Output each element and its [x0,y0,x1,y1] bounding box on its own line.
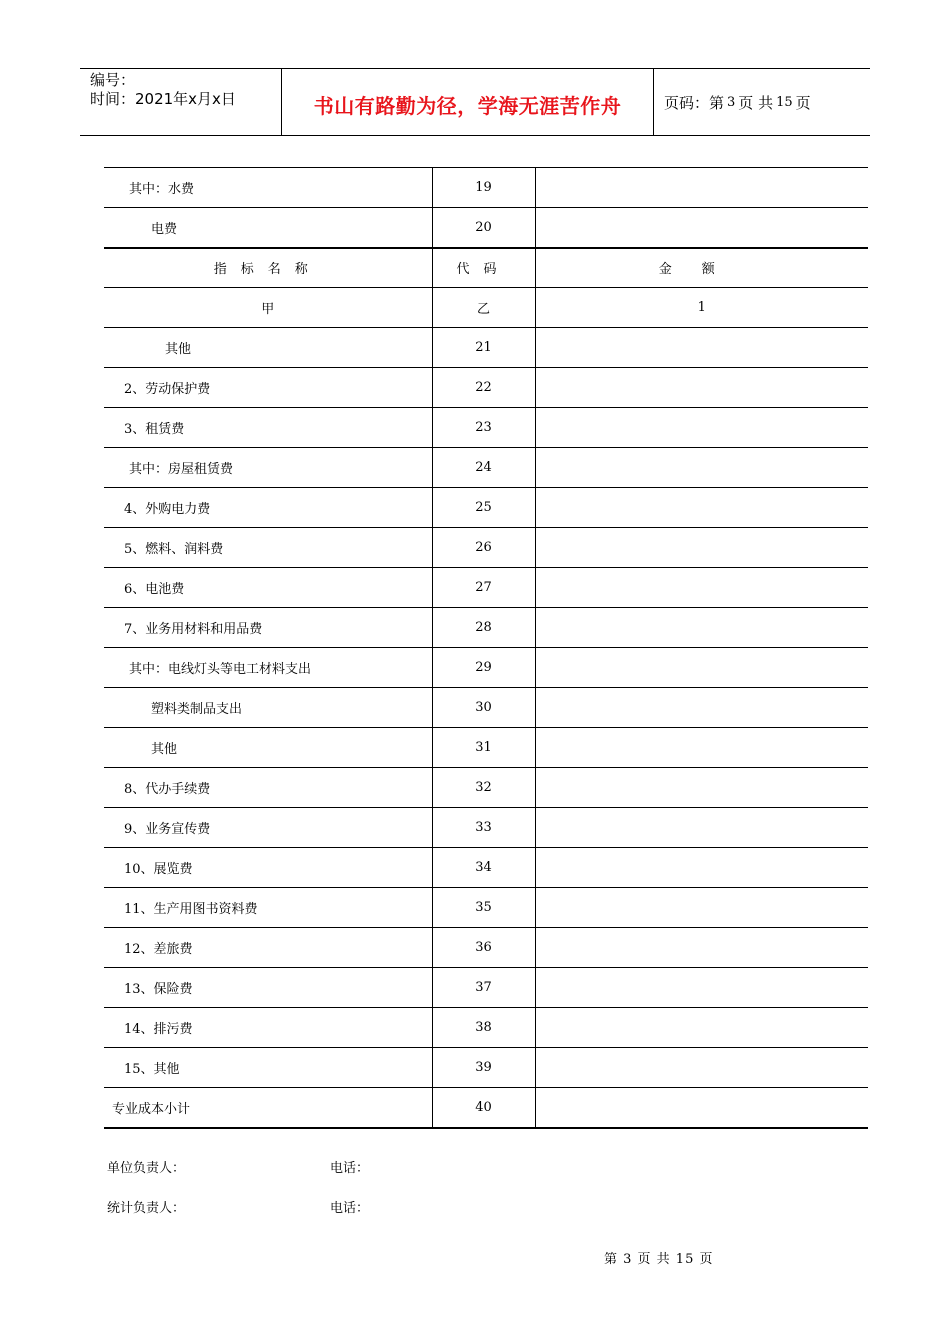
row-code: 24 [432,448,535,488]
table-row [104,648,868,688]
row-amount-cell[interactable] [535,528,868,568]
row-code: 34 [432,848,535,888]
table-row [104,608,868,648]
table-row [104,768,868,808]
table-row [104,528,868,568]
row-code: 39 [432,1048,535,1088]
row-amount-cell[interactable] [535,968,868,1008]
row-code: 19 [432,168,535,208]
row-code: 20 [432,208,535,248]
table-row-subtotal [104,1088,868,1128]
header-page-info [654,69,870,135]
subheader-amount: 1 [535,288,868,328]
row-name: 14、排污费 [104,1008,432,1048]
subheader-name: 甲 [104,288,432,328]
table-row [104,1008,868,1048]
row-amount-cell[interactable] [535,328,868,368]
row-code: 30 [432,688,535,728]
row-code: 40 [432,1088,535,1128]
row-code: 27 [432,568,535,608]
row-amount-cell[interactable] [535,848,868,888]
header-code: 代码 [432,248,535,288]
table-row [104,208,868,248]
row-code: 22 [432,368,535,408]
row-name: 7、业务用材料和用品费 [104,608,432,648]
stat-head-label: 统计负责人： [107,1201,186,1216]
phone-label-1: 电话： [330,1161,370,1176]
row-code: 36 [432,928,535,968]
table-row [104,408,868,448]
table-row [104,488,868,528]
row-code: 21 [432,328,535,368]
row-code: 23 [432,408,535,448]
table-row [104,848,868,888]
page-footer: 第 3 页 共 15 页 [604,1252,714,1267]
row-code: 29 [432,648,535,688]
header-name: 指标名称 [104,248,432,288]
page-total: 15 [776,94,793,110]
unit-head-label: 单位负责人： [107,1161,186,1176]
row-amount-cell[interactable] [535,808,868,848]
row-amount-cell[interactable] [535,648,868,688]
row-name: 10、展览费 [104,848,432,888]
row-name: 6、电池费 [104,568,432,608]
row-name: 其他 [104,328,432,368]
cost-table [104,167,868,1129]
page-header [80,68,870,136]
row-code: 31 [432,728,535,768]
table-header-row [104,248,868,288]
row-code: 38 [432,1008,535,1048]
row-name: 15、其他 [104,1048,432,1088]
row-name: 其中：电线灯头等电工材料支出 [104,648,432,688]
row-amount-cell[interactable] [535,888,868,928]
serial-label: 编号： [90,71,136,89]
row-amount-cell[interactable] [535,1008,868,1048]
page-suffix: 页 [795,93,811,112]
row-amount-cell[interactable] [535,928,868,968]
row-amount-cell[interactable] [535,688,868,728]
row-code: 35 [432,888,535,928]
table-row [104,568,868,608]
row-amount-cell[interactable] [535,768,868,808]
row-amount-cell[interactable] [535,448,868,488]
subheader-code: 乙 [432,288,535,328]
row-name: 4、外购电力费 [104,488,432,528]
header-meta [80,69,282,135]
row-name: 专业成本小计 [104,1088,432,1128]
row-name: 其中：房屋租赁费 [104,448,432,488]
row-name: 其他 [104,728,432,768]
row-name: 2、劳动保护费 [104,368,432,408]
row-name: 9、业务宣传费 [104,808,432,848]
table-row [104,168,868,208]
header-motto: 书山有路勤为径，学海无涯苦作舟 [282,69,654,135]
phone-label-2: 电话： [330,1201,370,1216]
row-code: 28 [432,608,535,648]
row-name: 5、燃料、润料费 [104,528,432,568]
row-code: 32 [432,768,535,808]
row-amount-cell[interactable] [535,408,868,448]
row-code: 25 [432,488,535,528]
row-name: 其中：水费 [104,168,432,208]
row-code: 37 [432,968,535,1008]
table-subheader-row [104,288,868,328]
table-row [104,328,868,368]
table-row [104,368,868,408]
date-label: 时间：2021年x月x日 [90,90,236,108]
page-mid: 页 共 [738,93,774,112]
row-amount-cell[interactable] [535,728,868,768]
page-number: 3 [727,94,736,110]
table-row [104,1048,868,1088]
row-name: 塑料类制品支出 [104,688,432,728]
row-name: 11、生产用图书资料费 [104,888,432,928]
table-row [104,928,868,968]
row-amount-cell[interactable] [535,1088,868,1128]
row-code: 33 [432,808,535,848]
table-row [104,888,868,928]
row-name: 13、保险费 [104,968,432,1008]
row-name: 电费 [104,208,432,248]
page-prefix: 页码：第 [664,93,725,112]
row-amount-cell[interactable] [535,1048,868,1088]
table-row [104,808,868,848]
row-code: 26 [432,528,535,568]
row-amount-cell[interactable] [535,488,868,528]
row-amount-cell[interactable] [535,168,868,208]
row-name: 8、代办手续费 [104,768,432,808]
row-amount-cell[interactable] [535,568,868,608]
table-row [104,968,868,1008]
table-row [104,448,868,488]
row-amount-cell[interactable] [535,368,868,408]
row-name: 12、差旅费 [104,928,432,968]
table-row [104,688,868,728]
row-name: 3、租赁费 [104,408,432,448]
table-row [104,728,868,768]
header-amount: 金额 [535,248,868,288]
row-amount-cell[interactable] [535,208,868,248]
row-amount-cell[interactable] [535,608,868,648]
